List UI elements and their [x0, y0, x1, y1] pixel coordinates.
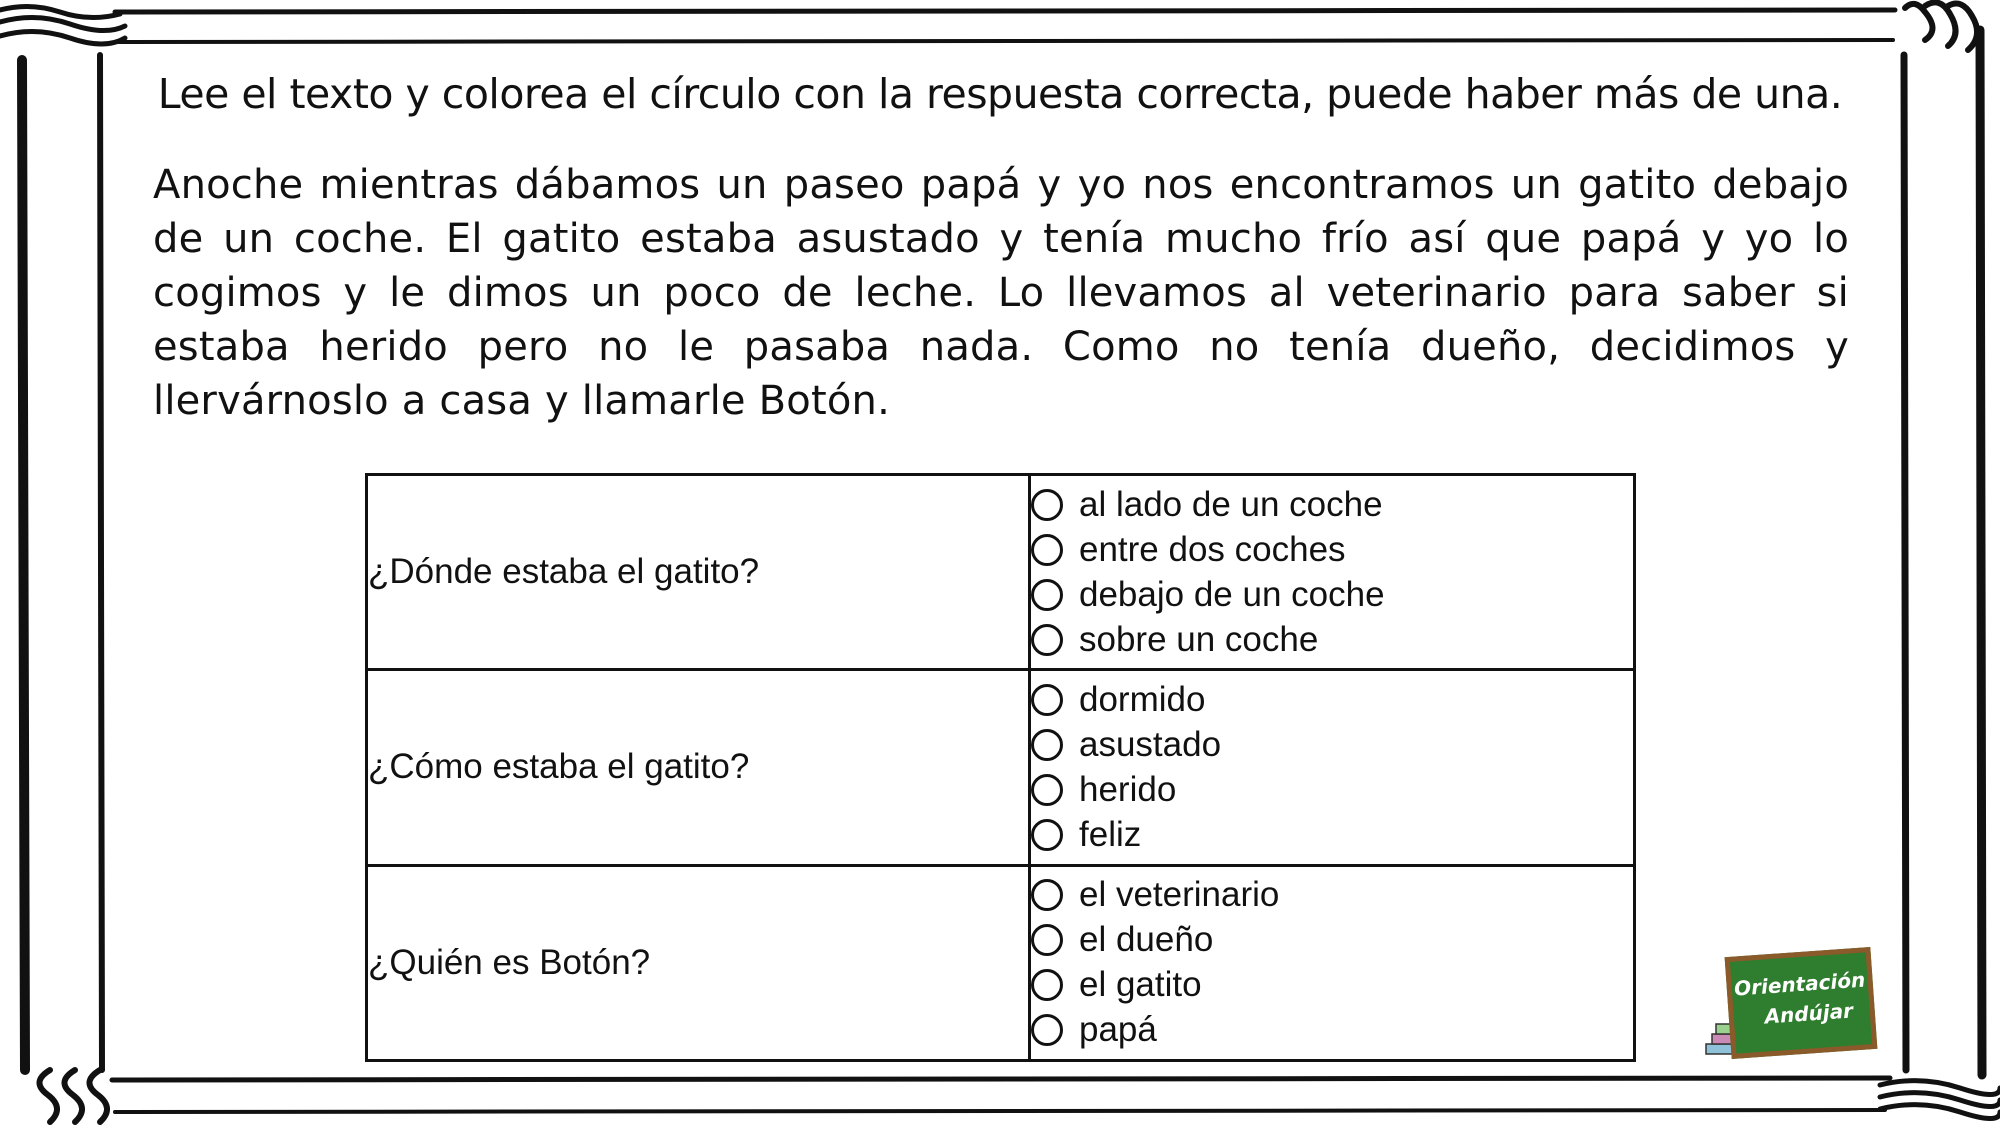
- logo-line-2: Andújar: [1763, 998, 1854, 1029]
- answer-option[interactable]: [1031, 963, 1633, 1008]
- option-label: al lado de un coche: [1079, 484, 1383, 524]
- answer-option[interactable]: [1031, 918, 1633, 963]
- option-label: el gatito: [1079, 965, 1202, 1005]
- option-label: papá: [1079, 1010, 1157, 1050]
- answer-options: [1030, 670, 1635, 865]
- instruction-heading: Lee el texto y colorea el círculo con la respuesta correcta, puede haber más de una.: [157, 70, 1843, 118]
- radio-circle-icon[interactable]: [1031, 969, 1063, 1001]
- radio-circle-icon[interactable]: [1031, 924, 1063, 956]
- answer-option[interactable]: [1031, 482, 1633, 527]
- orientacion-andujar-logo: [1725, 947, 1878, 1059]
- logo-line-1: Orientación: [1733, 967, 1866, 1001]
- answer-option[interactable]: [1031, 767, 1633, 812]
- option-label: herido: [1079, 769, 1177, 809]
- radio-circle-icon[interactable]: [1031, 579, 1063, 611]
- answer-option[interactable]: [1031, 873, 1633, 918]
- answer-option[interactable]: [1031, 722, 1633, 767]
- reading-passage: Anoche mientras dábamos un paseo papá y yo nos encontramos un gatito debajo de un coche. El gatito estaba asustado y tenía mucho frío así que papá y yo lo cogimos y le dimos un poco de leche. Lo llevamos al veterinario para saber si estaba herido pero no le pasaba nada. Como no tenía dueño, decidimos y llervárnoslo a casa y llamarle Botón.: [153, 162, 1849, 424]
- answer-option[interactable]: [1031, 1008, 1633, 1053]
- question-row: [367, 670, 1635, 865]
- answer-option[interactable]: [1031, 677, 1633, 722]
- question-text: ¿Quién es Botón?: [367, 865, 1030, 1060]
- radio-circle-icon[interactable]: [1031, 489, 1063, 521]
- radio-circle-icon[interactable]: [1031, 1014, 1063, 1046]
- answer-option[interactable]: [1031, 527, 1633, 572]
- option-label: dormido: [1079, 679, 1206, 719]
- question-text: ¿Cómo estaba el gatito?: [367, 670, 1030, 865]
- answer-option[interactable]: [1031, 617, 1633, 662]
- question-row: [367, 475, 1635, 670]
- radio-circle-icon[interactable]: [1031, 684, 1063, 716]
- question-table: [365, 473, 1636, 1062]
- question-row: [367, 865, 1635, 1060]
- answer-option[interactable]: [1031, 812, 1633, 857]
- radio-circle-icon[interactable]: [1031, 819, 1063, 851]
- option-label: feliz: [1079, 814, 1142, 854]
- answer-options: [1030, 865, 1635, 1060]
- option-label: entre dos coches: [1079, 529, 1346, 569]
- question-text: ¿Dónde estaba el gatito?: [367, 475, 1030, 670]
- answer-options: [1030, 475, 1635, 670]
- option-label: debajo de un coche: [1079, 574, 1385, 614]
- radio-circle-icon[interactable]: [1031, 879, 1063, 911]
- option-label: asustado: [1079, 724, 1222, 764]
- radio-circle-icon[interactable]: [1031, 624, 1063, 656]
- radio-circle-icon[interactable]: [1031, 534, 1063, 566]
- radio-circle-icon[interactable]: [1031, 774, 1063, 806]
- option-label: sobre un coche: [1079, 619, 1319, 659]
- option-label: el veterinario: [1079, 875, 1280, 915]
- option-label: el dueño: [1079, 920, 1214, 960]
- radio-circle-icon[interactable]: [1031, 729, 1063, 761]
- answer-option[interactable]: [1031, 572, 1633, 617]
